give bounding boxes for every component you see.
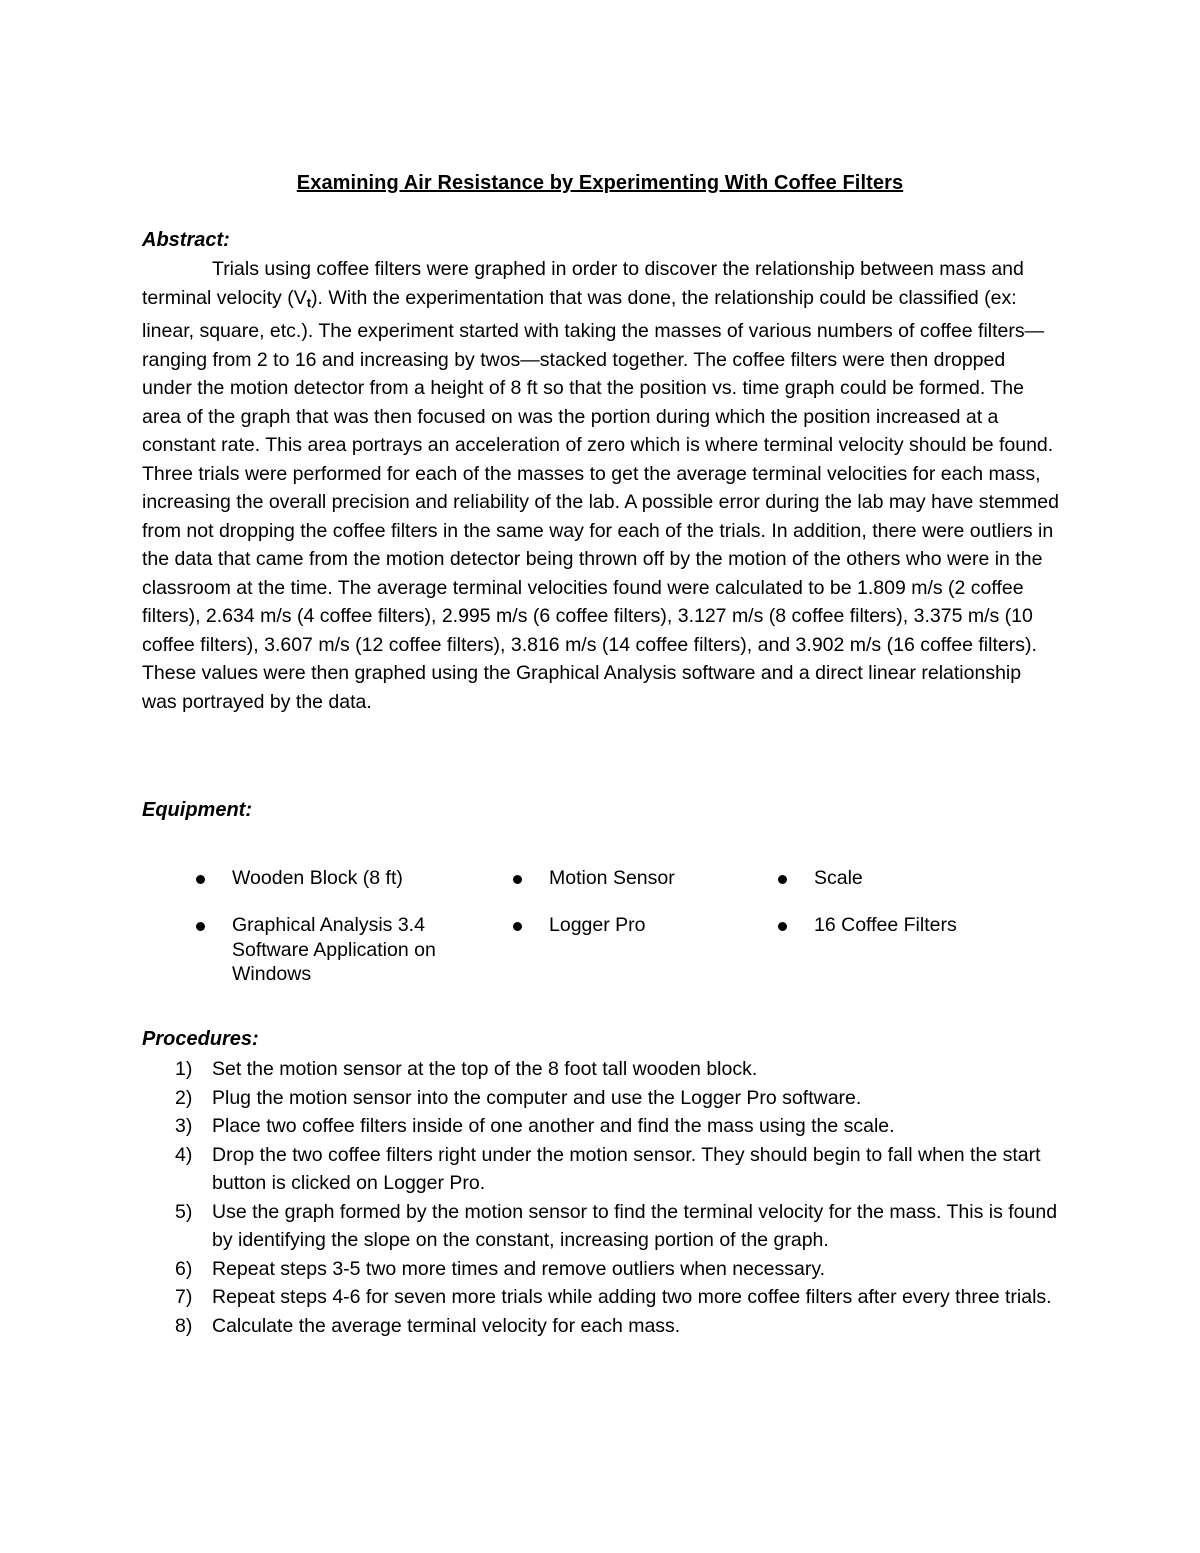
equipment-item-label: 16 Coffee Filters bbox=[814, 914, 957, 936]
procedures-heading: Procedures: bbox=[142, 1028, 259, 1050]
bullet-icon bbox=[196, 922, 205, 931]
equipment-item bbox=[196, 913, 472, 987]
equipment-item-label: Graphical Analysis 3.4 Software Application on Windows bbox=[232, 914, 436, 985]
step-number: 1) bbox=[175, 1058, 193, 1080]
step-number: 7) bbox=[175, 1286, 193, 1308]
step-number: 3) bbox=[175, 1115, 193, 1137]
procedure-step bbox=[172, 1312, 1062, 1341]
equipment-item-label: Logger Pro bbox=[549, 914, 646, 936]
step-text: Use the graph formed by the motion sensor to find the terminal velocity for the mass. This is found by identifying the slope on the constant, increasing portion of the graph. bbox=[212, 1200, 1058, 1251]
procedure-step bbox=[172, 1084, 1062, 1113]
procedures-list bbox=[172, 1055, 1062, 1340]
step-text: Plug the motion sensor into the computer and use the Logger Pro software. bbox=[212, 1086, 862, 1109]
procedure-step bbox=[172, 1255, 1062, 1284]
bullet-icon bbox=[778, 875, 787, 884]
step-number: 5) bbox=[175, 1200, 193, 1223]
abstract-text-part-2: ). With the experimentation that was done, the relationship could be classified (ex: linear, square, etc.). The experiment started with taking the masses of various numbers of coffee filters—ranging from 2 to 16 and increasing by twos—stacked together. The coffee filters were then dropped under the motion detector from a height of 8 ft so that the position vs. time graph could be formed. The area of the graph that was then focused on was the portion during which the position increased at a constant rate. This area portrays an acceleration of zero which is where terminal velocity should be found. Three trials were performed for each of the masses to get the average terminal velocities for each mass, increasing the overall precision and reliability of the lab. A possible error during the lab may have stemmed from not dropping the coffee filters in the same way for each of the trials. In addition, there were outliers in the data that came from the motion detector being thrown off by the motion of the others who were in the classroom at the time. The average terminal velocities found were calculated to be 1.809 m/s (2 coffee filters), 2.634 m/s (4 coffee filters), 2.995 m/s (6 coffee filters), 3.127 m/s (8 coffee filters), 3.375 m/s (10 coffee filters), 3.607 m/s (12 coffee filters), 3.816 m/s (14 coffee filters), and 3.902 m/s (16 coffee filters). These values were then graphed using the Graphical Analysis software and a direct linear relationship was portrayed by the data. bbox=[142, 286, 1059, 713]
step-number: 4) bbox=[175, 1143, 193, 1166]
document-title: Examining Air Resistance by Experimenting With Coffee Filters bbox=[296, 172, 904, 194]
equipment-item bbox=[513, 913, 769, 938]
procedure-step bbox=[172, 1141, 1062, 1198]
procedure-step bbox=[172, 1198, 1062, 1255]
abstract-paragraph bbox=[142, 255, 1060, 716]
equipment-item bbox=[196, 866, 472, 891]
step-text: Repeat steps 3-5 two more times and remove outliers when necessary. bbox=[212, 1257, 826, 1280]
bullet-icon bbox=[196, 875, 205, 884]
equipment-item bbox=[513, 866, 769, 891]
equipment-item-label: Scale bbox=[814, 867, 863, 889]
equipment-item bbox=[778, 913, 1054, 938]
bullet-icon bbox=[513, 922, 522, 931]
step-number: 2) bbox=[175, 1086, 193, 1109]
step-text: Repeat steps 4-6 for seven more trials while adding two more coffee filters after every three trials. bbox=[212, 1286, 1052, 1308]
step-text: Calculate the average terminal velocity for each mass. bbox=[212, 1314, 681, 1337]
equipment-heading: Equipment: bbox=[142, 799, 252, 821]
abstract-heading: Abstract: bbox=[142, 229, 230, 251]
abstract-text-part-1: Trials using coffee filters were graphed in order to discover the relationship between mass and terminal velocity (V bbox=[142, 258, 1024, 309]
procedure-step bbox=[172, 1112, 1062, 1141]
step-number: 6) bbox=[175, 1257, 193, 1280]
step-text: Set the motion sensor at the top of the 8 foot tall wooden block. bbox=[212, 1058, 758, 1080]
step-text: Drop the two coffee filters right under the motion sensor. They should begin to fall when the start button is clicked on Logger Pro. bbox=[212, 1143, 1041, 1194]
procedure-step bbox=[172, 1283, 1062, 1312]
procedure-step bbox=[172, 1055, 1062, 1084]
bullet-icon bbox=[778, 922, 787, 931]
equipment-item-label: Motion Sensor bbox=[549, 867, 675, 889]
bullet-icon bbox=[513, 875, 522, 884]
abstract-subscript: t bbox=[306, 294, 312, 310]
equipment-item bbox=[778, 866, 1054, 891]
step-number: 8) bbox=[175, 1314, 193, 1337]
step-text: Place two coffee filters inside of one another and find the mass using the scale. bbox=[212, 1115, 895, 1137]
equipment-item-label: Wooden Block (8 ft) bbox=[232, 867, 403, 889]
